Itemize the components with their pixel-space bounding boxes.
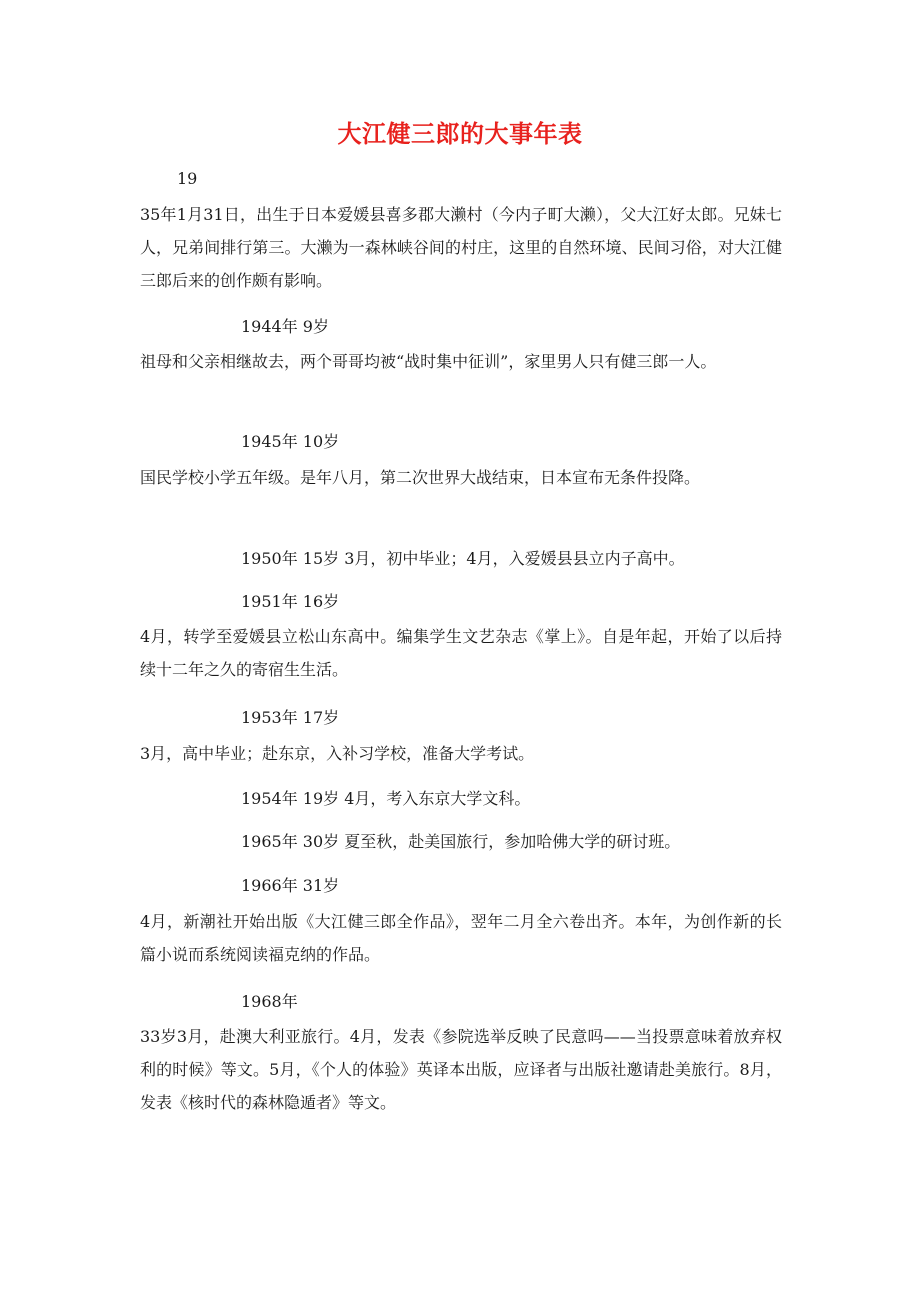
- entry-text: 4月，转学至爱媛县立松山东高中。编集学生文艺杂志《掌上》。自是年起，开始了以后持续十二年之久的寄宿生生活。: [140, 627, 782, 679]
- entry-heading: 1950年 15岁 3月，初中毕业；4月，入爱媛县县立内子高中。: [241, 549, 685, 568]
- entry-text: 35年1月31日，出生于日本爱媛县喜多郡大濑村（今内子町大濑），父大江好太郎。兄妹七人，兄弟间排行第三。大濑为一森林峡谷间的村庄，这里的自然环境、民间习俗，对大江健三郎后来的创作颇有影响。: [140, 205, 782, 290]
- entry-heading: 1965年 30岁 夏至秋，赴美国旅行，参加哈佛大学的研讨班。: [241, 832, 681, 851]
- entry-heading: 1968年: [241, 992, 298, 1011]
- entry-heading: 1953年 17岁: [241, 708, 340, 727]
- entry-heading: 1944年 9岁: [241, 317, 329, 336]
- document-title: 大江健三郎的大事年表: [337, 120, 583, 148]
- entry-heading: 19: [177, 169, 198, 188]
- entry-heading: 1954年 19岁 4月，考入东京大学文科。: [241, 789, 531, 808]
- entry-heading: 1945年 10岁: [241, 432, 340, 451]
- entry-text: 4月，新潮社开始出版《大江健三郎全作品》，翌年二月全六卷出齐。本年，为创作新的长篇小说而系统阅读福克纳的作品。: [140, 912, 782, 964]
- entry-text: 3月，高中毕业；赴东京，入补习学校，准备大学考试。: [140, 744, 535, 763]
- entry-text: 祖母和父亲相继故去，两个哥哥均被“战时集中征训”，家里男人只有健三郎一人。: [140, 352, 717, 371]
- entry-heading: 1966年 31岁: [241, 876, 340, 895]
- entry-text: 国民学校小学五年级。是年八月，第二次世界大战结束，日本宣布无条件投降。: [140, 468, 701, 487]
- entry-text: 33岁3月，赴澳大利亚旅行。4月，发表《参院选举反映了民意吗——当投票意味着放弃权利的时候》等文。5月，《个人的体验》英译本出版，应译者与出版社邀请赴美旅行。8月，发表《核时代的森林隐遁者》等文。: [140, 1027, 782, 1112]
- entry-heading: 1951年 16岁: [241, 592, 340, 611]
